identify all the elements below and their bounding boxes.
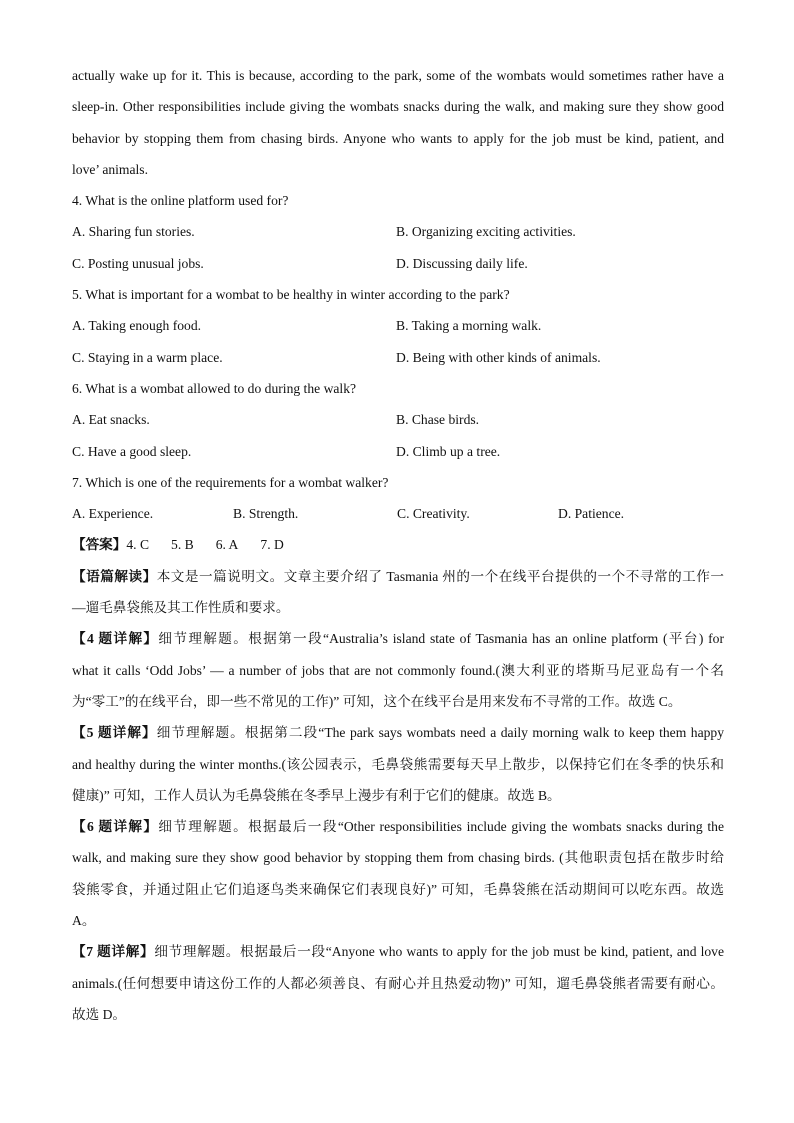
answer-key	[72, 531, 724, 562]
option-c: C. Have a good sleep.	[72, 443, 192, 459]
detail-line: walk, and making sure they show good behavior by stopping them from chasing birds. (其他职责包括在散步时给	[72, 850, 724, 866]
question-stem: 7. Which is one of the requirements for a wombat walker?	[72, 474, 389, 490]
option-d: D. Climb up a tree.	[396, 443, 501, 459]
question-stem: 6. What is a wombat allowed to do during the walk?	[72, 380, 357, 396]
detail-line: 健康)” 可知，工作人员认为毛鼻袋熊在冬季早上漫步有利于它们的健康。故选 B。	[72, 787, 561, 803]
option-d: D. Being with other kinds of animals.	[396, 349, 601, 365]
detail-line: and healthy during the winter months.(该公园表示，毛鼻袋熊需要每天早上散步，以保持它们在冬季的快乐和	[72, 756, 724, 772]
detail-text: 细节理解题。根据最后一段“Anyone who wants to apply for the job must be kind, patient, and love	[154, 944, 724, 960]
detail-line: 为“零工”的在线平台，即一些不常见的工作)” 可知，这个在线平台是用来发布不寻常的工作。故选 C。	[72, 693, 682, 709]
options-row	[72, 344, 724, 375]
option-d: D. Patience.	[558, 506, 625, 522]
option-d: D. Discussing daily life.	[396, 255, 528, 271]
answer-item: 5. B	[171, 537, 194, 553]
option-a: A. Sharing fun stories.	[72, 224, 195, 240]
question-stem: 4. What is the online platform used for?	[72, 193, 289, 209]
answer-item: 7. D	[260, 537, 284, 553]
options-row	[72, 250, 724, 281]
detail-line	[72, 719, 724, 750]
question-4	[72, 187, 724, 281]
document-page	[72, 62, 724, 1032]
detail-line: 故选 D。	[72, 1006, 126, 1022]
detail-7	[72, 938, 724, 1032]
passage-analysis	[72, 563, 724, 626]
detail-text: 细节理解题。根据第一段“Australia’s island state of Tasmania has an online platform (平台) for	[158, 631, 724, 647]
detail-6	[72, 813, 724, 938]
detail-5	[72, 719, 724, 813]
question-7	[72, 469, 724, 532]
detail-label: 【7 题详解】	[72, 944, 155, 960]
options-row	[72, 218, 724, 249]
option-b: B. Chase birds.	[396, 412, 480, 428]
option-a: A. Eat snacks.	[72, 412, 150, 428]
passage-text	[72, 62, 724, 187]
detail-line	[72, 938, 724, 969]
passage-line: behavior by stopping them from chasing birds. Anyone who wants to apply for the job must be kind, patient, and	[72, 130, 724, 146]
options-row	[72, 438, 724, 469]
analysis-text: 本文是一篇说明文。文章主要介绍了 Tasmania 州的一个在线平台提供的一个不寻常的工作一	[156, 568, 725, 584]
question-stem: 5. What is important for a wombat to be healthy in winter according to the park?	[72, 287, 510, 303]
detail-line: animals.(任何想要申请这份工作的人都必须善良、有耐心并且热爱动物)” 可知，遛毛鼻袋熊者需要有耐心。	[72, 975, 724, 991]
detail-label: 【5 题详解】	[72, 725, 157, 741]
option-c: C. Staying in a warm place.	[72, 349, 223, 365]
detail-line	[72, 813, 724, 844]
option-a: A. Taking enough food.	[72, 318, 202, 334]
options-row	[72, 500, 724, 531]
options-row	[72, 312, 724, 343]
detail-text: 细节理解题。根据第二段“The park says wombats need a daily morning walk to keep them happy	[156, 725, 724, 741]
analysis-line	[72, 563, 724, 594]
detail-line	[72, 625, 724, 656]
analysis-line: —遛毛鼻袋熊及其工作性质和要求。	[72, 600, 290, 616]
option-c: C. Creativity.	[397, 506, 470, 522]
detail-line: A。	[72, 913, 96, 929]
answer-item: 6. A	[215, 537, 239, 553]
option-b: B. Organizing exciting activities.	[396, 224, 576, 240]
detail-text: 细节理解题。根据最后一段“Other responsibilities include giving the wombats snacks during the	[158, 819, 724, 835]
detail-label: 【4 题详解】	[72, 631, 159, 647]
detail-label: 【6 题详解】	[72, 819, 159, 835]
passage-line: love’ animals.	[72, 161, 148, 177]
option-c: C. Posting unusual jobs.	[72, 255, 204, 271]
options-row	[72, 406, 724, 437]
analysis-label: 【语篇解读】	[72, 568, 157, 584]
option-a: A. Experience.	[72, 506, 154, 522]
passage-line: sleep-in. Other responsibilities include giving the wombats snacks during the walk, and making sure they show good	[72, 99, 724, 115]
detail-line: 袋熊零食，并通过阻止它们追逐鸟类来确保它们表现良好)” 可知，毛鼻袋熊在活动期间可以吃东西。故选	[72, 881, 724, 897]
answer-item: 4. C	[126, 537, 150, 553]
question-5	[72, 281, 724, 375]
answer-label: 【答案】	[72, 537, 127, 553]
option-b: B. Strength.	[233, 506, 299, 522]
passage-line: actually wake up for it. This is because, according to the park, some of the wombats would sometimes rather have a	[72, 68, 724, 83]
detail-line: what it calls ‘Odd Jobs’ — a number of jobs that are not commonly found.(澳大利亚的塔斯马尼亚岛有一个名	[72, 662, 724, 678]
question-6	[72, 375, 724, 469]
detail-4	[72, 625, 724, 719]
option-b: B. Taking a morning walk.	[396, 318, 542, 334]
